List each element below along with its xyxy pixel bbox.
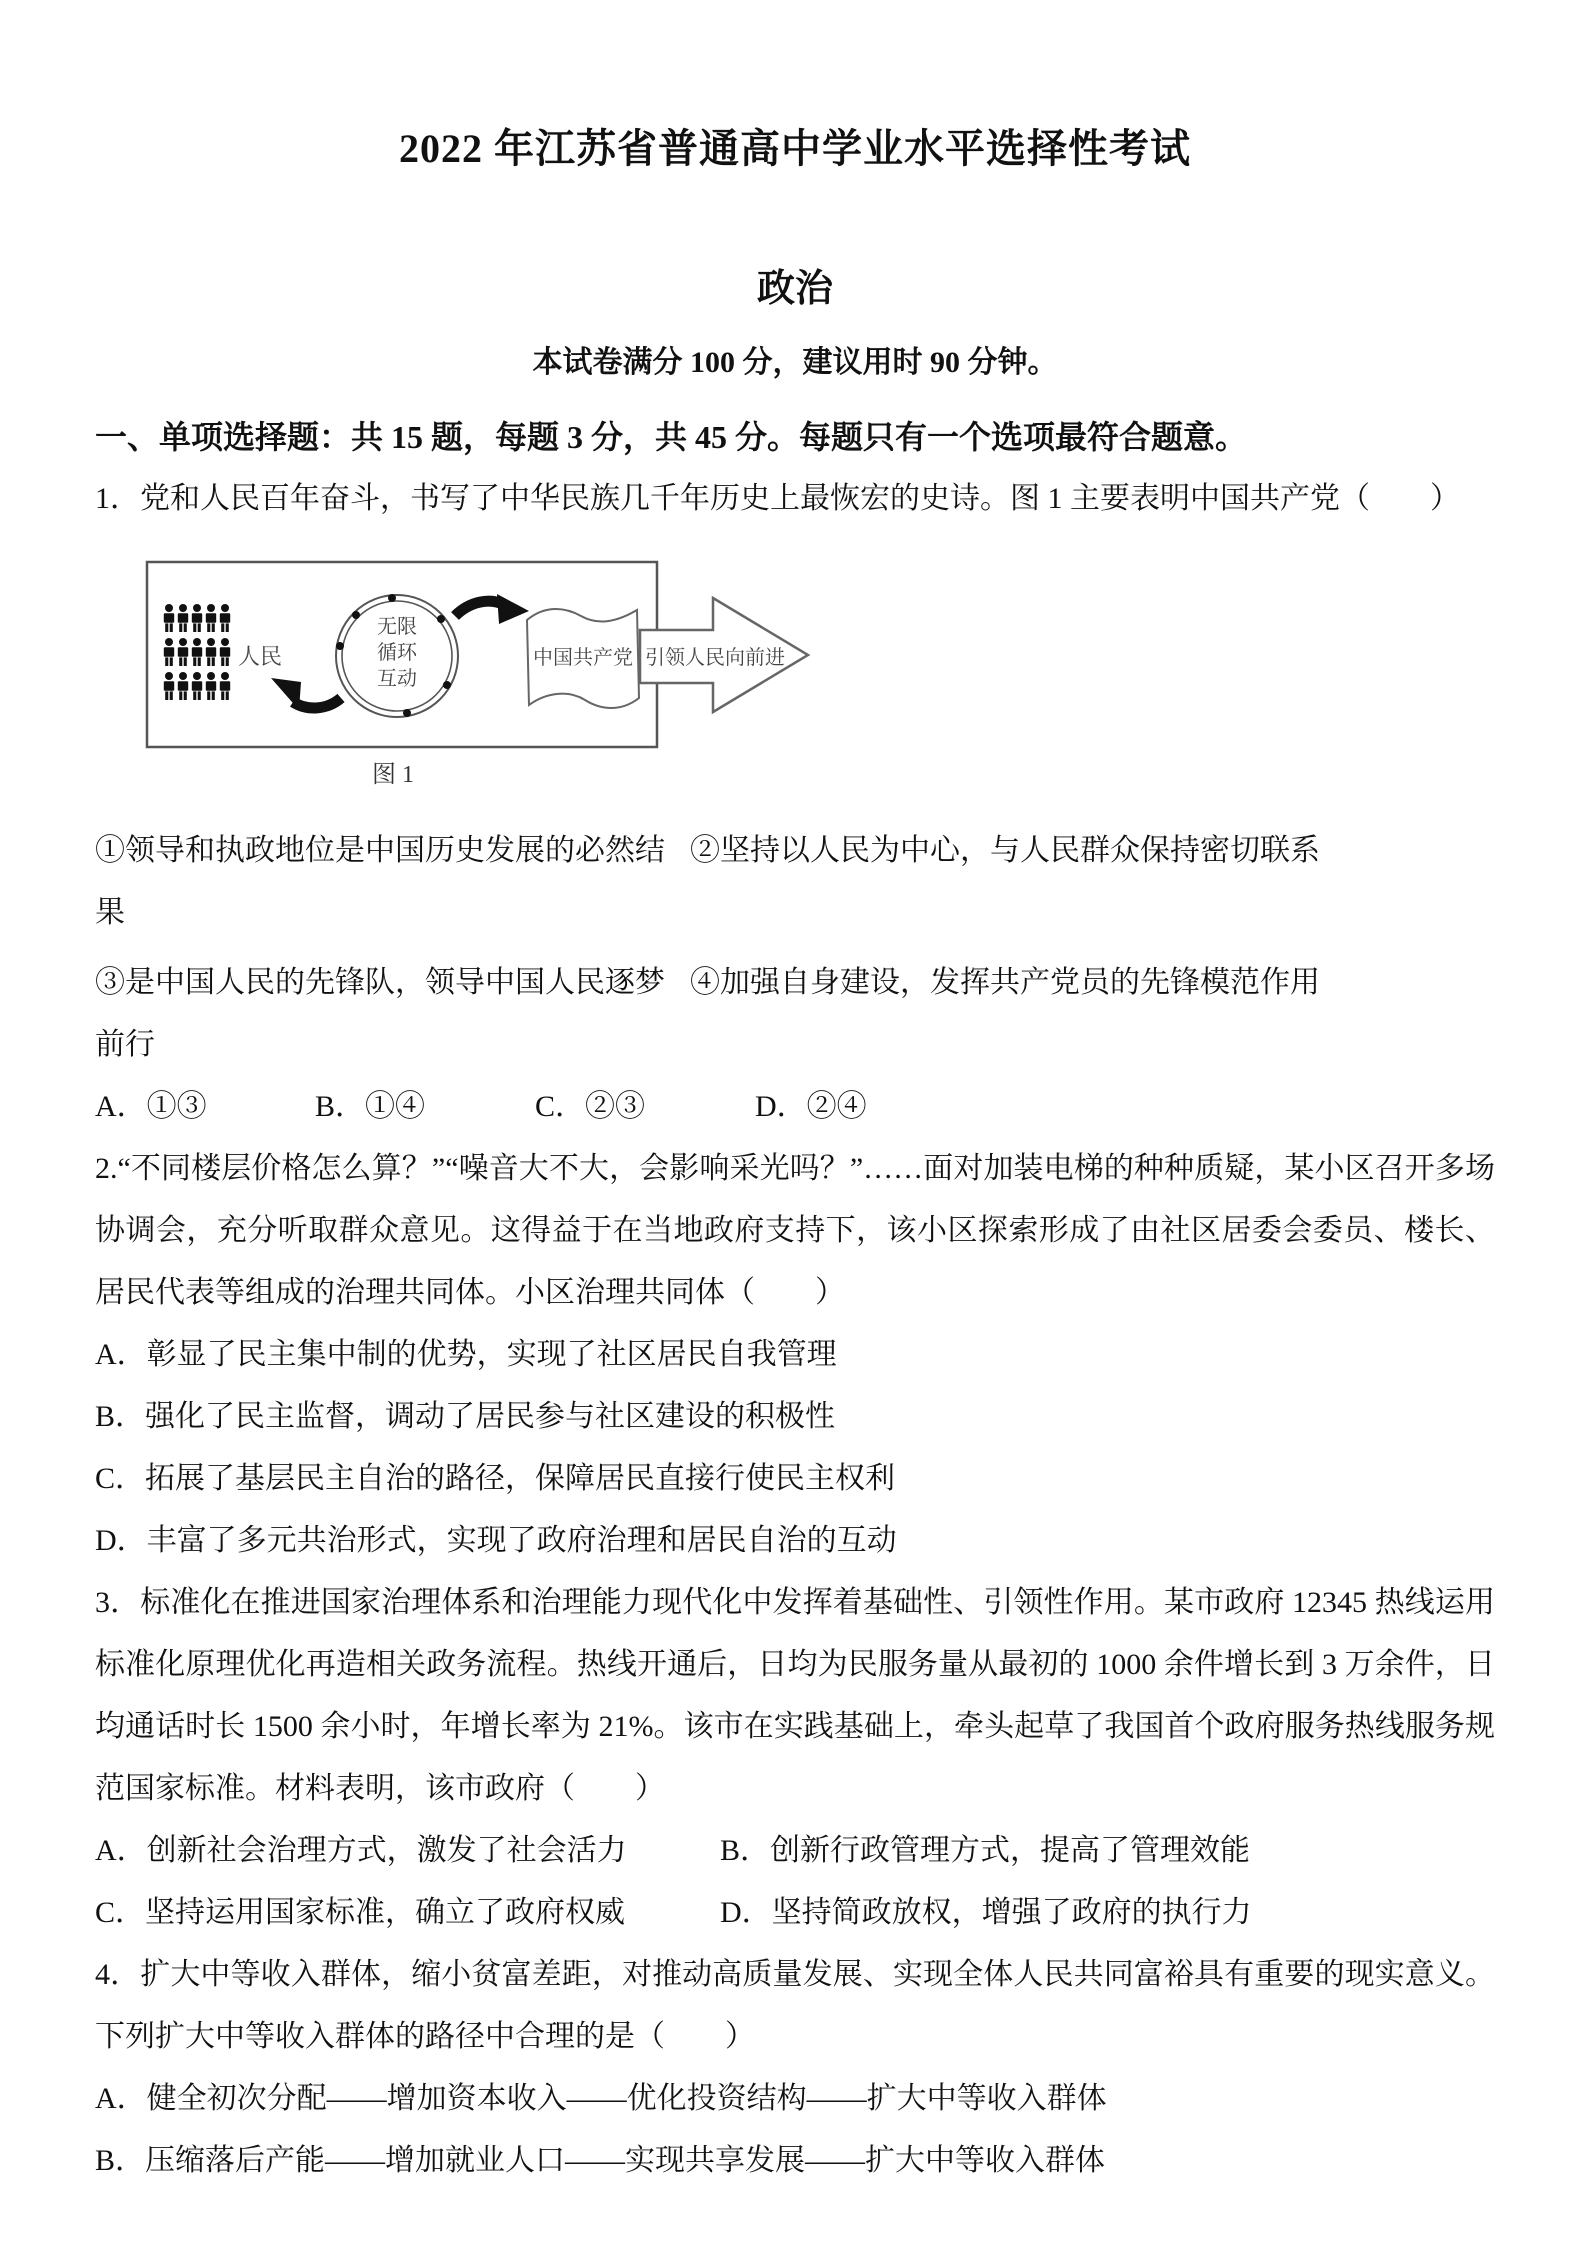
figure-1: [143, 560, 1495, 792]
people-label: 人民: [238, 644, 283, 669]
option-a: A．①③: [95, 1090, 207, 1123]
people-icons: [164, 604, 230, 700]
figure-1-diagram: [143, 560, 823, 792]
option-b: B．创新行政管理方式，提高了管理效能: [720, 1834, 1251, 1867]
question-4-option-a: A．健全初次分配——增加资本收入——优化投资结构——扩大中等收入群体: [95, 2082, 1107, 2115]
question-2-option-b: B．强化了民主监督，调动了居民参与社区建设的积极性: [95, 1400, 836, 1433]
option-c: C．坚持运用国家标准，确立了政府权威: [95, 1896, 626, 1929]
option-b: B．①④: [315, 1090, 426, 1123]
question-4-stem: 4．扩大中等收入群体，缩小贫富差距，对推动高质量发展、实现全体人民共同富裕具有重要的现实意义。下列扩大中等收入群体的路径中合理的是（ ）: [95, 1958, 1495, 2053]
statement-2: ②坚持以人民为中心，与人民群众保持密切联系: [690, 834, 1320, 867]
subject-title: 政治: [756, 268, 833, 310]
question-4-option-b: B．压缩落后产能——增加就业人口——实现共享发展——扩大中等收入群体: [95, 2144, 1106, 2177]
option-d: D．②④: [755, 1090, 867, 1123]
page-title: 2022 年江苏省普通高中学业水平选择性考试: [399, 126, 1191, 171]
circle-line-3: 互动: [377, 668, 417, 690]
question-2-option-d: D．丰富了多元共治形式，实现了政府治理和居民自治的互动: [95, 1524, 897, 1557]
statement-4: ④加强自身建设，发挥共产党员的先锋模范作用: [690, 966, 1320, 999]
question-2-option-c: C．拓展了基层民主自治的路径，保障居民直接行使民主权利: [95, 1462, 896, 1495]
exam-info: 本试卷满分 100 分，建议用时 90 分钟。: [532, 346, 1058, 379]
question-1-options: [95, 1076, 1495, 1138]
question-1-statements: [95, 820, 1495, 1076]
question-2-stem: 2.“不同楼层价格怎么算？”“噪音大不大，会影响采光吗？”……面对加装电梯的种种质疑，某小区召开多场协调会，充分听取群众意见。这得益于在当地政府支持下，该小区探索形成了由社区居委会委员、楼长、居民代表等组成的治理共同体。小区治理共同体（ ）: [95, 1152, 1495, 1309]
question-2-option-a: A．彰显了民主集中制的优势，实现了社区居民自我管理: [95, 1338, 837, 1371]
option-d: D．坚持简政放权，增强了政府的执行力: [720, 1896, 1252, 1929]
circle-line-2: 循环: [377, 642, 417, 664]
statement-1: ①领导和执政地位是中国历史发展的必然结果: [95, 834, 665, 929]
forward-arrow-label: 引领人民向前进: [645, 647, 785, 669]
question-1-stem: 1．党和人民百年奋斗，书写了中华民族几千年历史上最恢宏的史诗。图 1 主要表明中国共产党（ ）: [95, 482, 1460, 515]
circle-line-1: 无限: [377, 616, 417, 638]
figure-caption: 图 1: [372, 762, 414, 788]
flag-label: 中国共产党: [533, 647, 633, 669]
option-c: C．②③: [535, 1090, 646, 1123]
statement-3: ③是中国人民的先锋队，领导中国人民逐梦前行: [95, 966, 665, 1061]
arrow-to-people-icon: [271, 678, 341, 710]
question-3-options: [95, 1820, 1495, 1944]
section-heading: 一、单项选择题：共 15 题，每题 3 分，共 45 分。每题只有一个选项最符合题意。: [95, 419, 1248, 455]
question-3-stem: 3．标准化在推进国家治理体系和治理能力现代化中发挥着基础性、引领性作用。某市政府 12345 热线运用标准化原理优化再造相关政务流程。热线开通后，日均为民服务量从最初的 1000 余件增长到 3 万余件，日均通话时长 1500 余小时，年增长率为 21%。该市在实践基础上，牵头起草了我国首个政府服务热线服务规范国家标准。材料表明，该市政府（ ）: [95, 1586, 1495, 1805]
option-a: A．创新社会治理方式，激发了社会活力: [95, 1834, 627, 1867]
arrow-to-flag-icon: [455, 594, 529, 624]
